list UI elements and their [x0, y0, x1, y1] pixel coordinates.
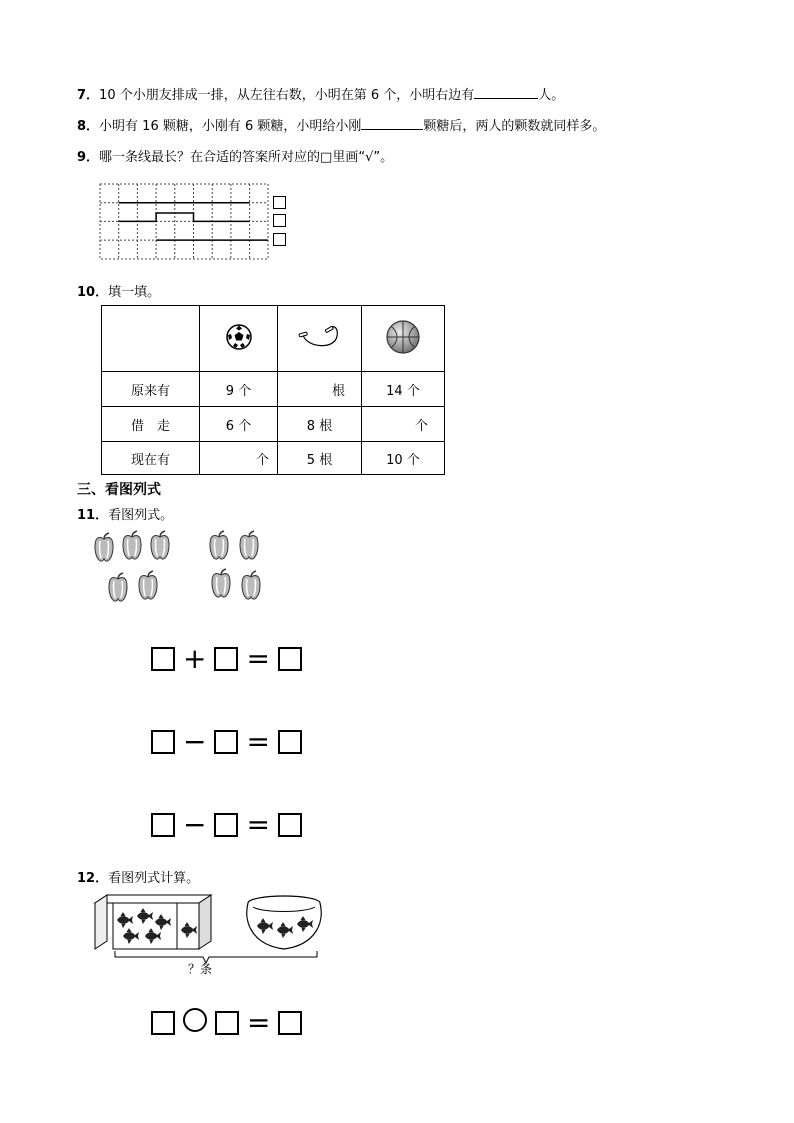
- fill-in-table: [101, 305, 445, 475]
- answer-box[interactable]: [278, 730, 302, 754]
- header-rope-cell: [278, 306, 362, 372]
- question-text: 哪一条线最长？在合适的答案所对应的□里画“√”。: [99, 150, 394, 165]
- line-b: [119, 213, 250, 221]
- cell: 5 根: [278, 442, 362, 475]
- equals-sign: =: [247, 1006, 271, 1039]
- answer-blank[interactable]: [361, 117, 423, 130]
- question-number: 12．: [77, 871, 109, 886]
- plus-sign: +: [183, 642, 207, 675]
- question-number: 8．: [77, 119, 100, 134]
- cell-answer[interactable]: 个: [362, 407, 445, 442]
- answer-box[interactable]: [151, 1011, 175, 1035]
- bell-pepper-icon: [92, 528, 182, 608]
- bell-pepper-icon: [207, 526, 269, 606]
- question-text-end: 人。: [538, 88, 565, 103]
- header-basketball-cell: [362, 306, 445, 372]
- cell: 9 个: [200, 372, 278, 407]
- basketball-icon: [385, 319, 421, 355]
- equation-1: [151, 642, 302, 675]
- question-text: 填一填。: [108, 285, 161, 300]
- minus-sign: −: [183, 808, 207, 841]
- question-number: 11．: [77, 508, 109, 523]
- answer-box[interactable]: [215, 1011, 239, 1035]
- answer-box[interactable]: [214, 730, 238, 754]
- row-original: [102, 372, 445, 407]
- answer-box[interactable]: [278, 647, 302, 671]
- question-text: 10 个小朋友排成一排，从左往右数，小明在第 6 个，小明右边有: [99, 88, 475, 103]
- pepper-group-right: [207, 526, 269, 610]
- pepper-group-left: [92, 528, 182, 612]
- question-number: 7．: [77, 88, 100, 103]
- equation-4: [151, 1006, 302, 1039]
- row-label: 借 走: [102, 407, 200, 442]
- answer-checkbox-2[interactable]: [273, 214, 286, 227]
- question-9: [77, 146, 393, 165]
- question-text: 小明有 16 颗糖，小刚有 6 颗糖，小明给小刚: [99, 119, 362, 134]
- row-borrowed: [102, 407, 445, 442]
- answer-box[interactable]: [151, 813, 175, 837]
- answer-blank[interactable]: [474, 86, 538, 99]
- question-10: [77, 281, 160, 300]
- jump-rope-icon: [297, 322, 343, 352]
- equals-sign: =: [246, 725, 270, 758]
- question-12: [77, 867, 199, 886]
- section-title: 三、看图列式: [77, 482, 161, 498]
- operator-circle[interactable]: [183, 1008, 207, 1032]
- question-11: [77, 504, 173, 523]
- cell-answer[interactable]: 个: [200, 442, 278, 475]
- equation-2: [151, 725, 302, 758]
- row-label: 现在有: [102, 442, 200, 475]
- equation-3: [151, 808, 302, 841]
- cell: 14 个: [362, 372, 445, 407]
- answer-checkbox-3[interactable]: [273, 233, 286, 246]
- answer-box[interactable]: [214, 647, 238, 671]
- equals-sign: =: [246, 642, 270, 675]
- answer-box[interactable]: [151, 647, 175, 671]
- equals-sign: =: [246, 808, 270, 841]
- soccer-ball-icon: [225, 323, 253, 351]
- answer-box[interactable]: [278, 1011, 302, 1035]
- answer-box[interactable]: [214, 813, 238, 837]
- header-soccer-cell: [200, 306, 278, 372]
- question-7: [77, 84, 564, 103]
- cell: 6 个: [200, 407, 278, 442]
- cell: 8 根: [278, 407, 362, 442]
- brace-label: ？条: [188, 962, 213, 976]
- cell: 10 个: [362, 442, 445, 475]
- header-blank-cell: [102, 306, 200, 372]
- question-number: 9．: [77, 150, 100, 165]
- question-text: 看图列式。: [108, 508, 174, 523]
- question-number: 10．: [77, 285, 109, 300]
- answer-box[interactable]: [278, 813, 302, 837]
- answer-checkbox-1[interactable]: [273, 196, 286, 209]
- question-text-end: 颗糖后，两人的颗数就同样多。: [423, 119, 606, 134]
- cell-answer[interactable]: 根: [278, 372, 362, 407]
- row-now: [102, 442, 445, 475]
- question-text: 看图列式计算。: [108, 871, 200, 886]
- row-label: 原来有: [102, 372, 200, 407]
- answer-box[interactable]: [151, 730, 175, 754]
- line-grid-figure: [99, 183, 271, 261]
- minus-sign: −: [183, 725, 207, 758]
- question-8: [77, 115, 605, 134]
